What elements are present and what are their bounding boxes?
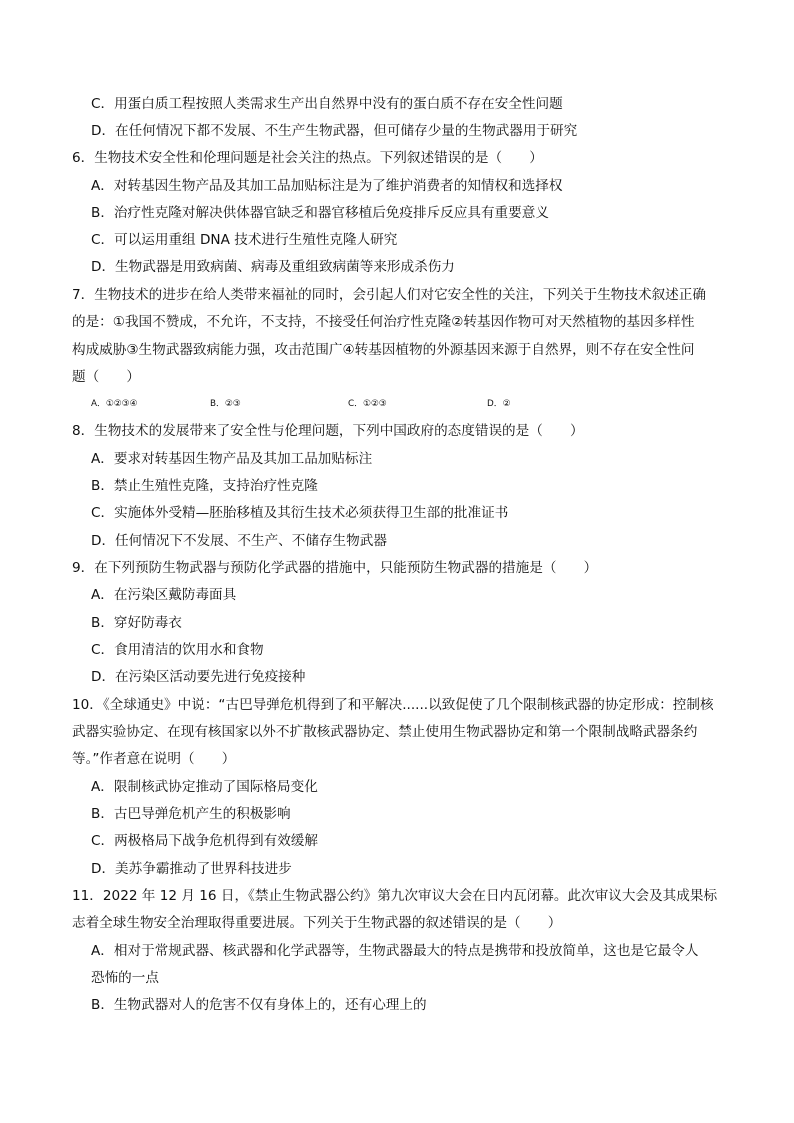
question-7-stem-line-4: 题（ ）	[72, 369, 140, 385]
question-5-option-c: C．用蛋白质工程按照人类需求生产出自然界中没有的蛋白质不存在安全性问题	[91, 96, 563, 112]
question-8-option-a: A．要求对转基因生物产品及其加工品加贴标注	[91, 451, 373, 467]
question-6-option-d: D．生物武器是用致病菌、病毒及重组致病菌等来形成杀伤力	[91, 259, 455, 275]
question-7-option-a: A．①②③④	[91, 399, 138, 409]
question-10-option-b: B．古巴导弹危机产生的积极影响	[91, 806, 291, 822]
question-7-option-d: D．②	[487, 399, 511, 409]
question-6-option-c: C．可以运用重组 DNA 技术进行生殖性克隆人研究	[91, 232, 398, 248]
question-9-stem: 9．在下列预防生物武器与预防化学武器的措施中，只能预防生物武器的措施是（ ）	[72, 560, 598, 576]
question-11-stem-line-1: 11．2022 年 12 月 16 日，《禁止生物武器公约》第九次审议大会在日内瓦闭幕。此次审议大会及其成果标	[72, 888, 718, 904]
question-6-stem: 6．生物技术安全性和伦理问题是社会关注的热点。下列叙述错误的是（ ）	[72, 150, 543, 166]
question-10-stem-line-1: 10．《全球通史》中说：“古巴导弹危机得到了和平解决......以致促使了几个限制核武器的协定形成：控制核	[72, 697, 714, 713]
question-10-stem-line-3: 等。”作者意在说明（ ）	[72, 751, 236, 767]
question-11-option-a-line-2: 恐怖的一点	[91, 970, 159, 986]
question-11-stem-line-2: 志着全球生物安全治理取得重要进展。下列关于生物武器的叙述错误的是（ ）	[72, 915, 562, 931]
question-9-option-a: A．在污染区戴防毒面具	[91, 587, 237, 603]
question-8-option-d: D．任何情况下不发展、不生产、不储存生物武器	[91, 533, 387, 549]
question-8-option-b: B．禁止生殖性克隆，支持治疗性克隆	[91, 478, 318, 494]
question-8-stem: 8．生物技术的发展带来了安全性与伦理问题，下列中国政府的态度错误的是（ ）	[72, 423, 584, 439]
question-7-option-c: C．①②③	[348, 399, 387, 409]
question-8-option-c: C．实施体外受精—胚胎移植及其衍生技术必须获得卫生部的批准证书	[91, 505, 509, 521]
question-10-option-a: A．限制核武协定推动了国际格局变化	[91, 779, 318, 795]
question-5-option-d: D．在任何情况下都不发展、不生产生物武器，但可储存少量的生物武器用于研究	[91, 123, 578, 139]
question-9-option-b: B．穿好防毒衣	[91, 615, 182, 631]
question-11-option-a-line-1: A．相对于常规武器、核武器和化学武器等，生物武器最大的特点是携带和投放简单，这也是它最令人	[91, 943, 699, 959]
question-9-option-c: C．食用清洁的饮用水和食物	[91, 642, 264, 658]
question-7-option-b: B．②③	[210, 399, 241, 409]
question-9-option-d: D．在污染区活动要先进行免疫接种	[91, 669, 306, 685]
question-7-stem-line-1: 7．生物技术的进步在给人类带来福祉的同时，会引起人们对它安全性的关注，下列关于生物技术叙述正确	[72, 287, 706, 303]
question-7-options	[0, 394, 794, 416]
question-7-stem-line-3: 构成威胁③生物武器致病能力强，攻击范围广④转基因植物的外源基因来源于自然界，则不存在安全性问	[72, 342, 695, 358]
question-6-option-b: B．治疗性克隆对解决供体器官缺乏和器官移植后免疫排斥反应具有重要意义	[91, 205, 549, 221]
question-11-option-b: B．生物武器对人的危害不仅有身体上的，还有心理上的	[91, 997, 427, 1013]
question-10-stem-line-2: 武器实验协定、在现有核国家以外不扩散核武器协定、禁止使用生物武器协定和第一个限制战略武器条约	[72, 724, 698, 740]
question-7-stem-line-2: 的是：①我国不赞成，不允许，不支持，不接受任何治疗性克隆②转基因作物可对天然植物的基因多样性	[72, 314, 695, 330]
question-10-option-d: D．美苏争霸推动了世界科技进步	[91, 861, 292, 877]
question-10-option-c: C．两极格局下战争危机得到有效缓解	[91, 833, 318, 849]
question-6-option-a: A．对转基因生物产品及其加工品加贴标注是为了维护消费者的知情权和选择权	[91, 178, 563, 194]
